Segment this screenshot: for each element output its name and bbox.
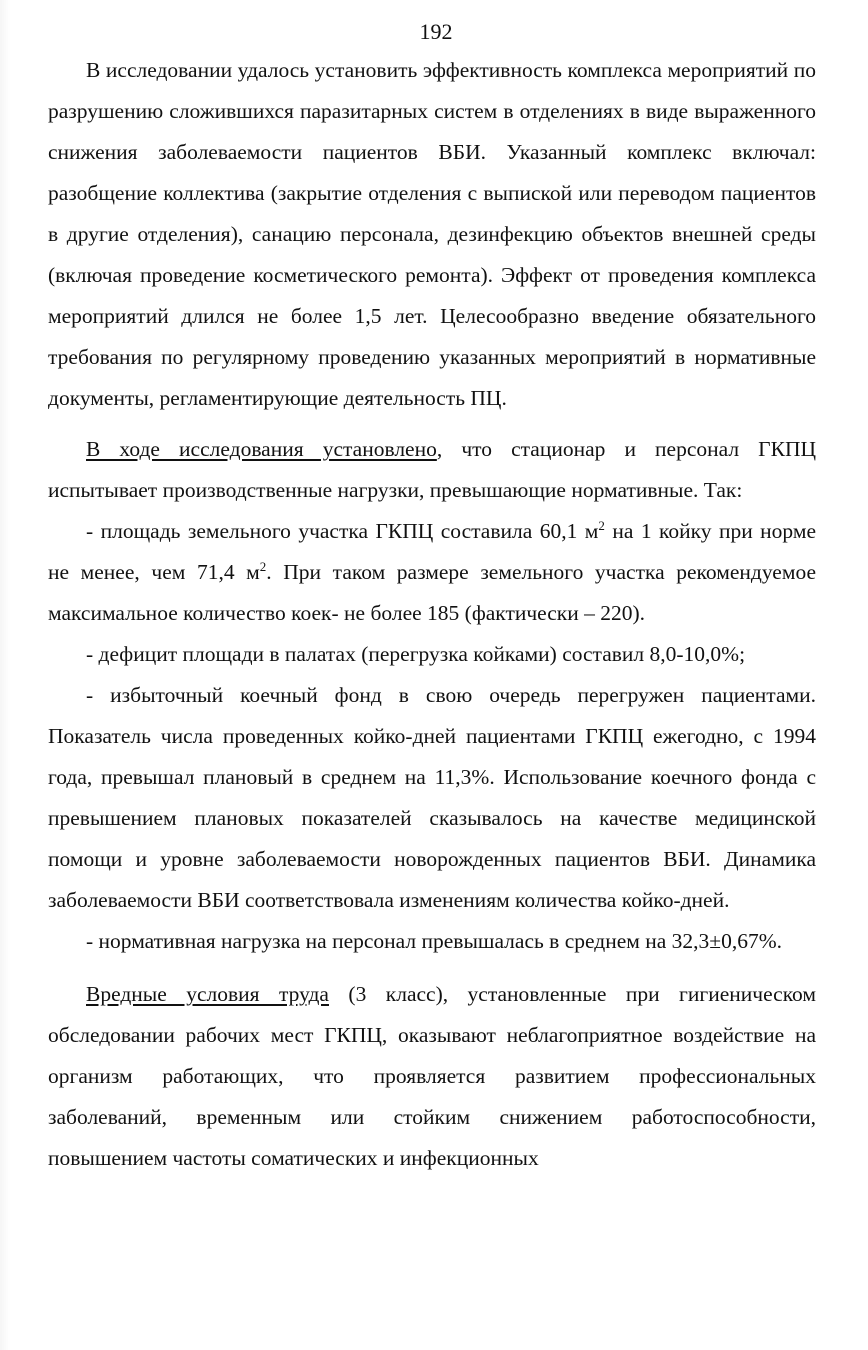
superscript-squared: 2 [598,517,605,533]
paragraph-workload-intro [48,429,816,511]
scan-edge-shadow [0,0,10,1350]
paragraph-harmful-conditions-text: (3 класс), установленные при гигиеническом обследовании рабочих мест ГКПЦ, оказывают неблагоприятное воздействие на организм работающих, что проявляется развитием профессиональных заболеваний, временным или стойким снижением работоспособности, повышением частоты соматических и инфекционных [48,982,816,1170]
underlined-phrase-study-found: В ходе исследования установлено [86,437,437,461]
paragraph-harmful-conditions [48,974,816,1179]
land-area-text-a: - площадь земельного участка ГКПЦ составила 60,1 м [86,519,599,543]
land-area-text-c: . При таком размере земельного участка рекомендуемое максимальное количество коек- не более 185 (фактически – 220). [48,560,816,625]
paragraph-staff-workload: - нормативная нагрузка на персонал превышалась в среднем на 32,3±0,67%. [86,929,782,953]
paragraph-measures-effectiveness: В исследовании удалось установить эффективность комплекса мероприятий по разрушению сложившихся паразитарных систем в отделениях в виде выраженного снижения заболеваемости пациентов ВБИ. Указанный комплекс включал: разобщение коллектива (закрытие отделения с выпиской или переводом пациентов в другие отделения), санацию персонала, дезинфекцию объектов внешней среды (включая проведение косметического ремонта). Эффект от проведения комплекса мероприятий длился не более 1,5 лет. Целесообразно введение обязательного требования по регулярному проведению указанных мероприятий в нормативные документы, регламентирующие деятельность ПЦ. [48,58,816,410]
paragraph-bed-fund-overload: - избыточный коечный фонд в свою очередь перегружен пациентами. Показатель числа проведенных койко-дней пациентами ГКПЦ ежегодно, с 1994 года, превышал плановый в среднем на 11,3%. Использование коечного фонда с превышением плановых показателей сказывалось на качестве медицинской помощи и уровне заболеваемости новорожденных пациентов ВБИ. Динамика заболеваемости ВБИ соответствовала изменениям количества койко-дней. [48,683,816,912]
paragraph-workload-intro-text: , что стационар и персонал ГКПЦ испытывает производственные нагрузки, превышающие нормативные. Так: [48,437,817,502]
body-text [48,50,816,1179]
paragraph-land-area [48,511,816,634]
paragraph-ward-area-deficit: - дефицит площади в палатах (перегрузка койками) составил 8,0-10,0%; [86,642,746,666]
underlined-phrase-harmful-conditions: Вредные условия труда [86,982,329,1006]
superscript-squared: 2 [259,558,267,574]
land-area-text-b: на 1 койку при норме не менее, чем 71,4 м [48,519,816,584]
page-number: 192 [419,19,453,44]
